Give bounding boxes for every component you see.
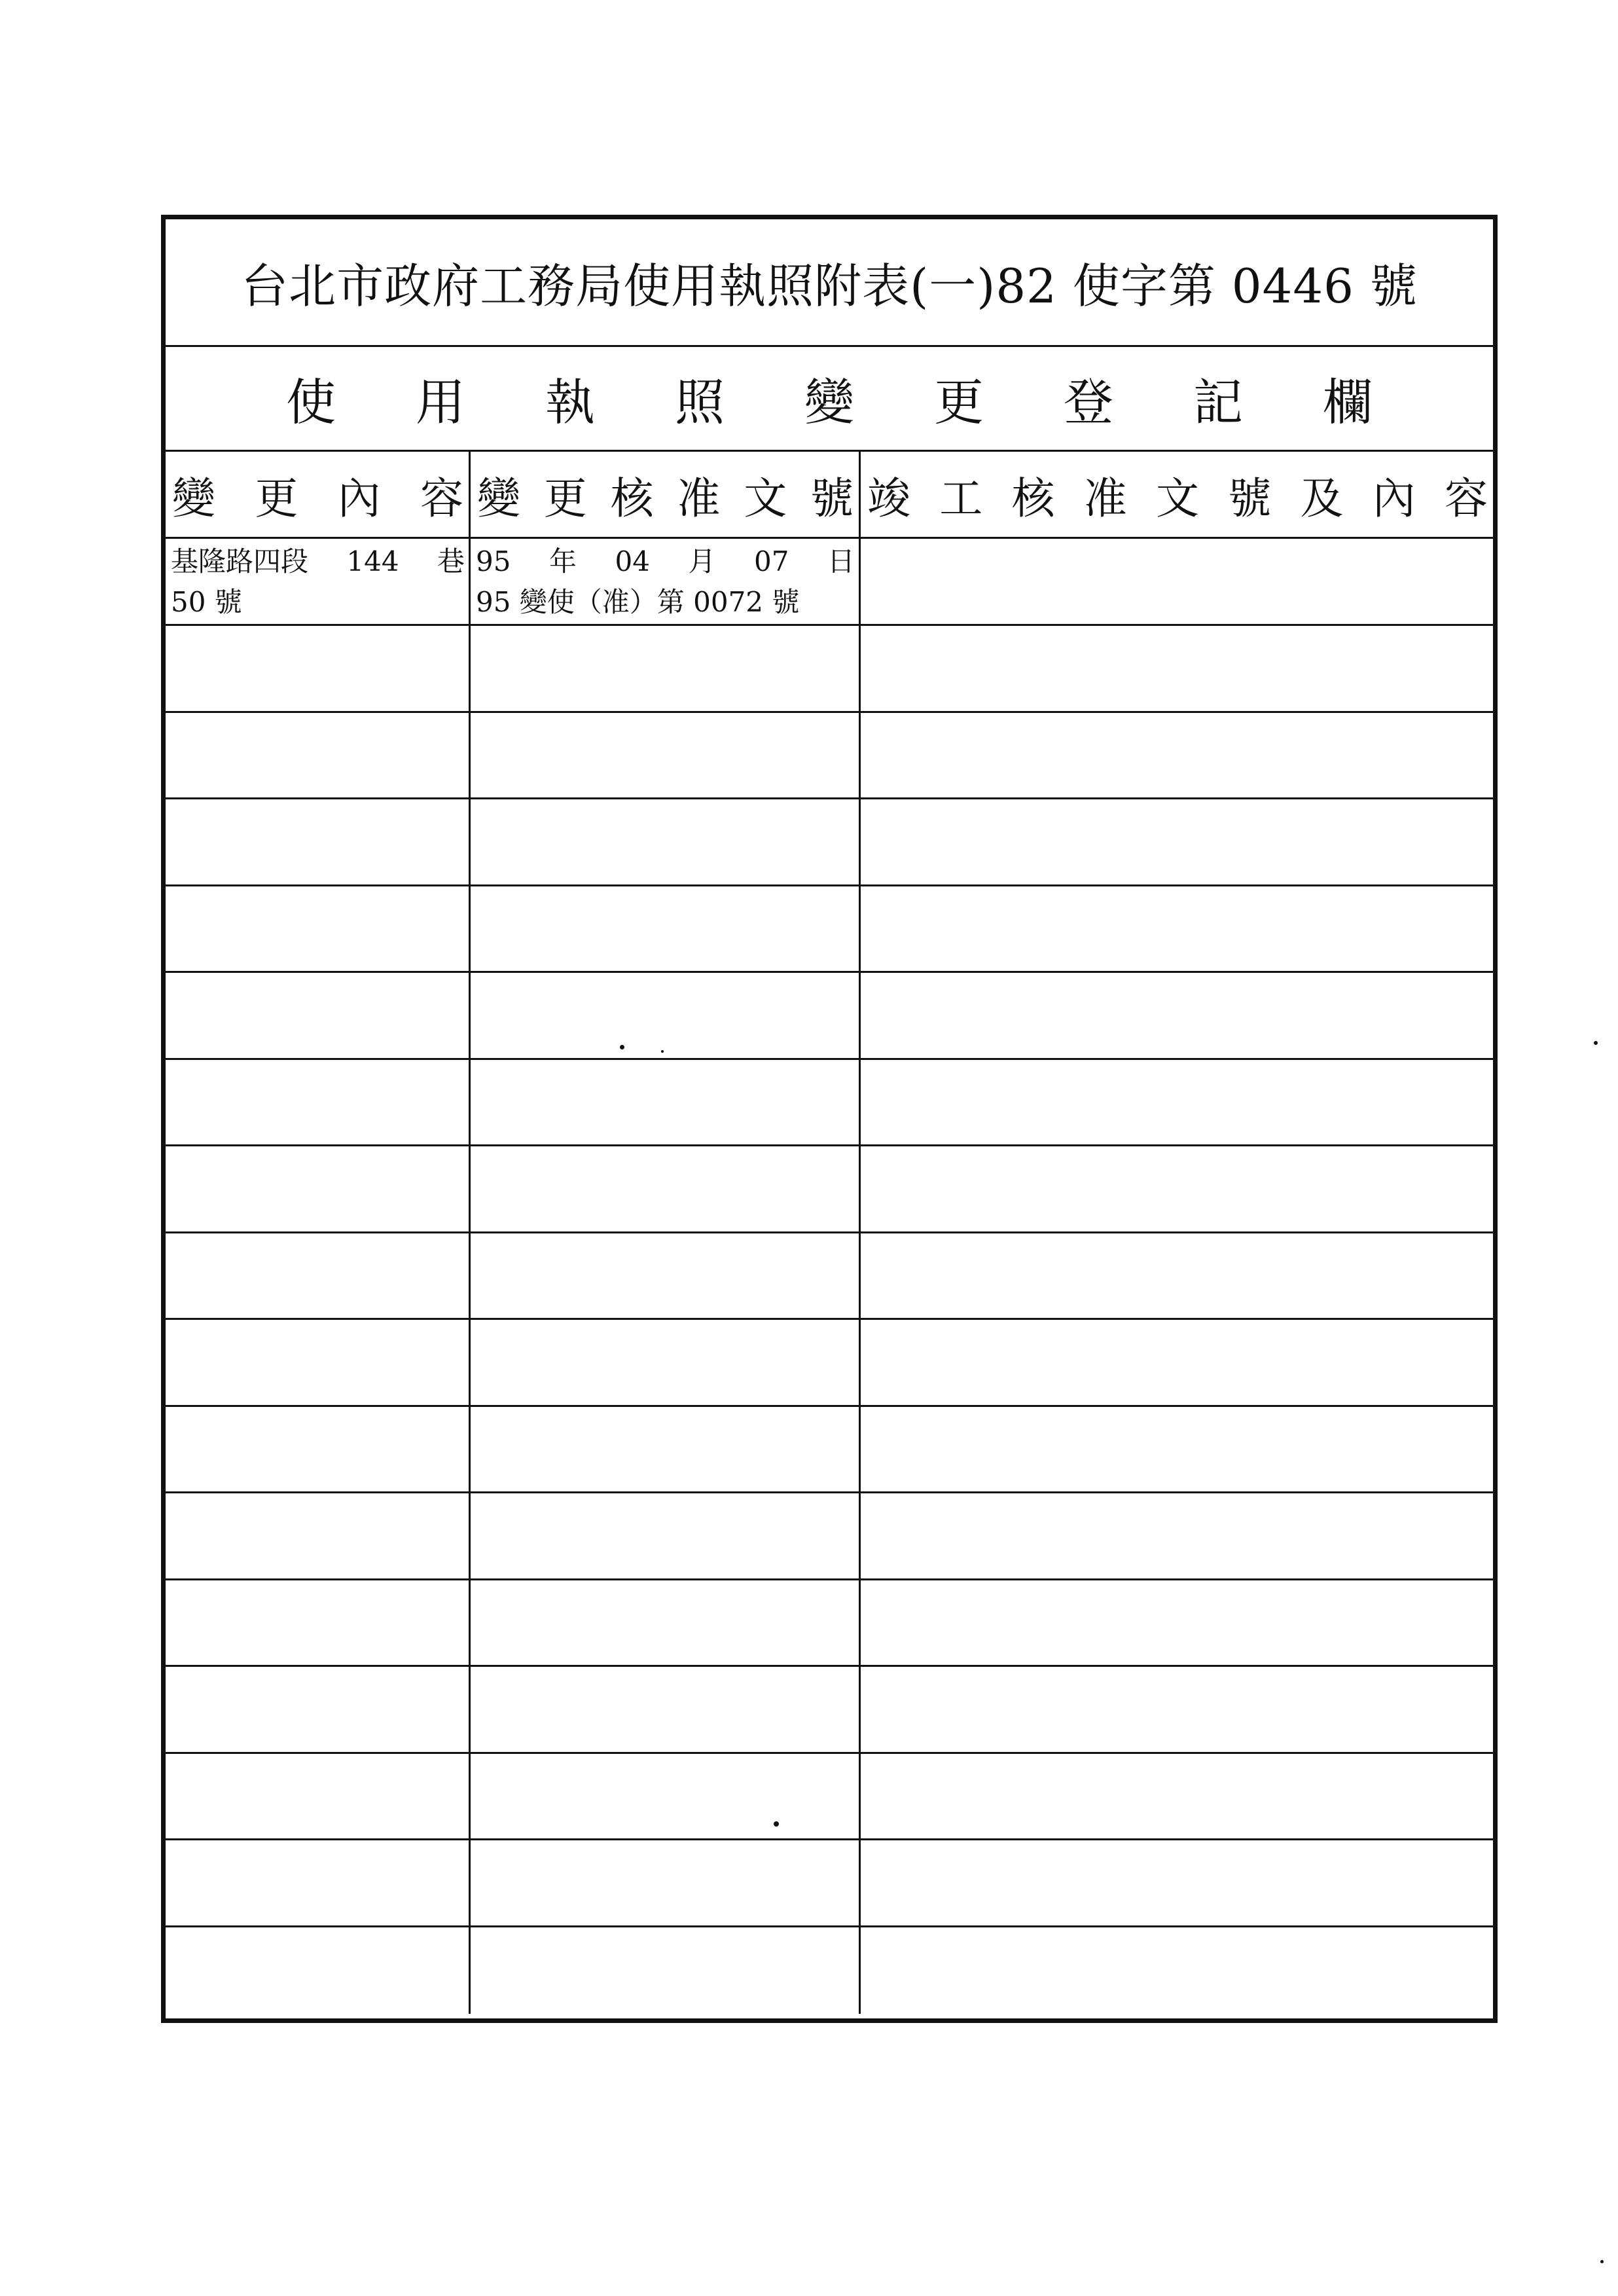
blank-approval-cell — [471, 1580, 861, 1667]
blank-change-content-cell — [166, 1840, 471, 1927]
header-change-content: 變 更 內 容 — [166, 452, 471, 539]
entry-approval — [471, 539, 861, 626]
blank-completion-cell — [861, 799, 1493, 886]
blank-change-content-cell — [166, 1580, 471, 1667]
blank-approval-cell — [471, 973, 861, 1060]
blank-completion-cell — [861, 1060, 1493, 1147]
blank-change-content-cell — [166, 799, 471, 886]
entry-completion — [861, 539, 1493, 626]
blank-approval-cell — [471, 886, 861, 974]
entry-change-content-line2: 50 號 — [171, 586, 242, 618]
blank-change-content-cell — [166, 1233, 471, 1321]
blank-approval-cell — [471, 1493, 861, 1580]
header-approval-number: 變 更 核 准 文 號 — [471, 452, 861, 539]
blank-completion-cell — [861, 1840, 1493, 1927]
blank-completion-cell — [861, 1320, 1493, 1407]
blank-change-content-cell — [166, 1320, 471, 1407]
header-completion: 竣 工 核 准 文 號 及 內 容 — [861, 452, 1493, 539]
blank-approval-cell — [471, 1754, 861, 1841]
entry-approval-number: 95 變使（准）第 0072 號 — [476, 586, 800, 618]
entry-change-content — [166, 539, 471, 626]
blank-approval-cell — [471, 1320, 861, 1407]
blank-completion-cell — [861, 1233, 1493, 1321]
blank-approval-cell — [471, 1060, 861, 1147]
form-frame — [161, 215, 1498, 2023]
blank-completion-cell — [861, 886, 1493, 974]
blank-completion-cell — [861, 1580, 1493, 1667]
blank-approval-cell — [471, 1667, 861, 1754]
blank-completion-cell — [861, 626, 1493, 713]
blank-approval-cell — [471, 1927, 861, 2014]
blank-change-content-cell — [166, 1146, 471, 1233]
blank-completion-cell — [861, 1493, 1493, 1580]
scan-speck — [1600, 2260, 1604, 2263]
blank-completion-cell — [861, 713, 1493, 800]
blank-completion-cell — [861, 1667, 1493, 1754]
scan-speck — [1594, 1041, 1598, 1045]
blank-approval-cell — [471, 799, 861, 886]
blank-change-content-cell — [166, 973, 471, 1060]
entry-change-content-line1: 基隆路四段 144 巷 — [171, 545, 465, 577]
scan-speck — [774, 1821, 779, 1827]
subtitle-text: 使用執照變更登記欄 — [286, 373, 1452, 431]
scan-speck — [620, 1045, 624, 1049]
blank-approval-cell — [471, 1146, 861, 1233]
blank-change-content-cell — [166, 1493, 471, 1580]
blank-change-content-cell — [166, 1667, 471, 1754]
blank-approval-cell — [471, 1233, 861, 1321]
blank-change-content-cell — [166, 626, 471, 713]
form-title: 台北市政府工務局使用執照附表(一)82 使字第 0446 號 — [166, 219, 1493, 347]
scan-speck — [661, 1050, 664, 1053]
blank-approval-cell — [471, 1840, 861, 1927]
blank-change-content-cell — [166, 713, 471, 800]
blank-approval-cell — [471, 713, 861, 800]
blank-approval-cell — [471, 626, 861, 713]
blank-change-content-cell — [166, 1754, 471, 1841]
blank-completion-cell — [861, 973, 1493, 1060]
blank-change-content-cell — [166, 886, 471, 974]
blank-completion-cell — [861, 1407, 1493, 1494]
blank-change-content-cell — [166, 1927, 471, 2014]
blank-completion-cell — [861, 1927, 1493, 2014]
blank-change-content-cell — [166, 1407, 471, 1494]
blank-completion-cell — [861, 1146, 1493, 1233]
blank-completion-cell — [861, 1754, 1493, 1841]
change-register-table — [166, 452, 1493, 2018]
blank-approval-cell — [471, 1407, 861, 1494]
form-subtitle — [166, 347, 1493, 452]
blank-change-content-cell — [166, 1060, 471, 1147]
entry-approval-date: 95 年 04 月 07 日 — [476, 545, 855, 577]
